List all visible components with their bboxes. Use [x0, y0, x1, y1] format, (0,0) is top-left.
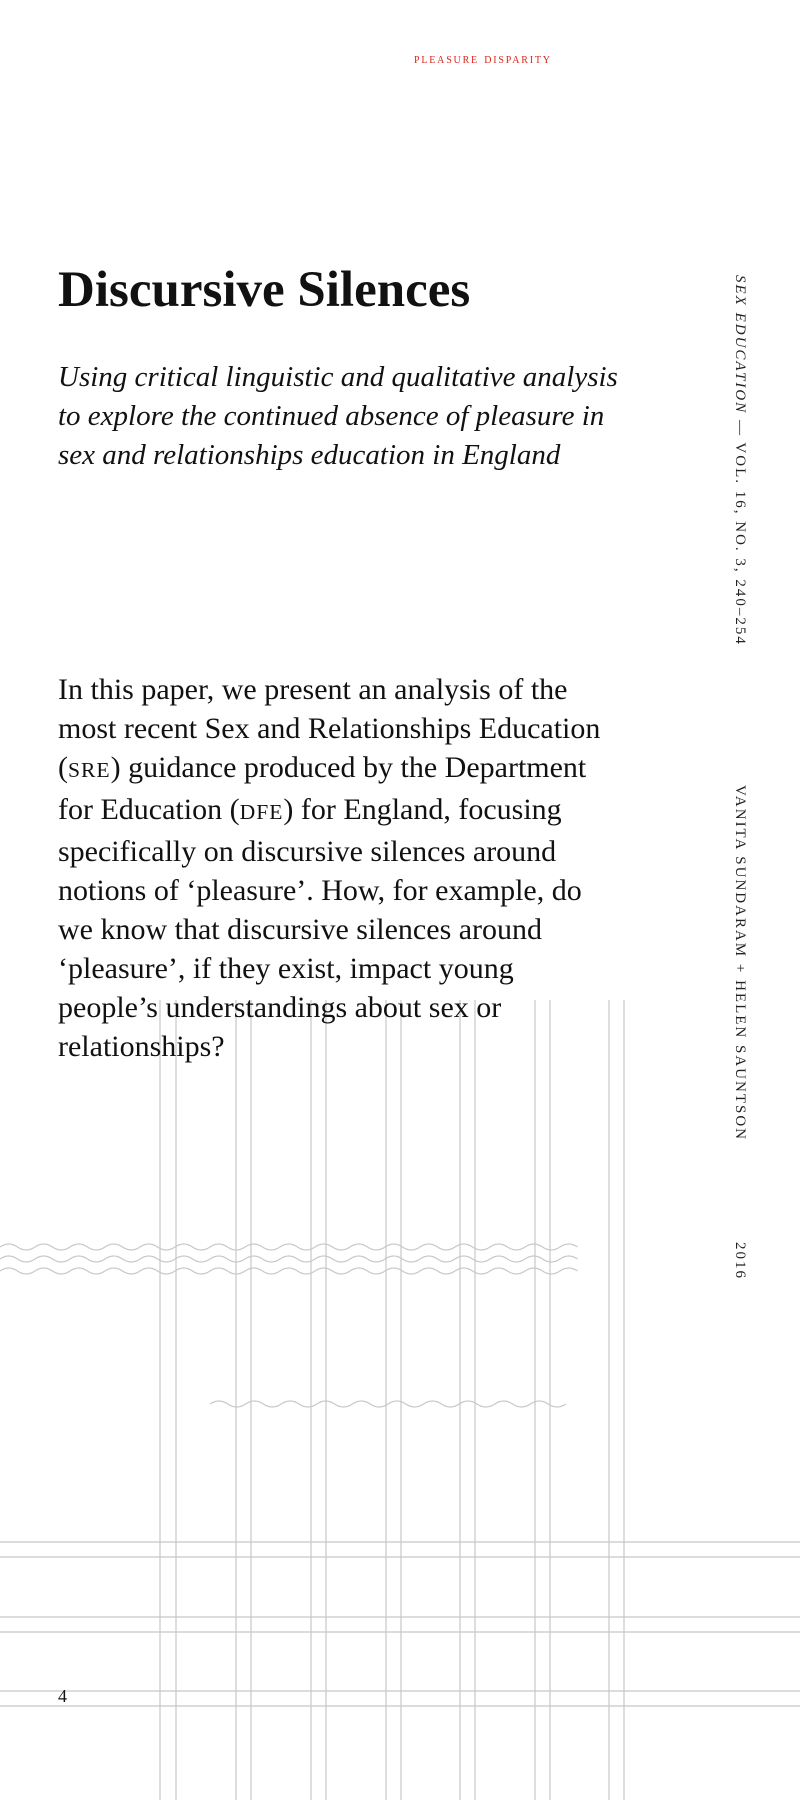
running-head: pleasure disparity — [414, 52, 552, 67]
article-title: Discursive Silences — [58, 262, 471, 318]
journal-name: SEX EDUCATION — [732, 275, 748, 415]
publication-year: 2016 — [732, 1242, 748, 1280]
journal-citation — [731, 275, 748, 646]
article-subtitle: Using critical linguistic and qualitative analysis to explore the continued absence of pleasure in sex and relationships education in England — [58, 361, 618, 471]
journal-details: — VOL. 16, NO. 3, 240–254 — [732, 414, 748, 646]
abbr-dfe: DFE — [239, 800, 284, 824]
abstract-text: ) for England, focusing specifically on discursive silences around notions of ‘pleasure’. How, for example, do we know that discursive silences around ‘pleasure’, if they exist, impact young people’s understandings about sex or relationships? — [58, 793, 582, 1063]
abstract-text: ) guidance produced by the Department for Education ( — [58, 751, 587, 826]
page-number: 4 — [58, 1686, 67, 1706]
authors: VANITA SUNDARAM + HELEN SAUNTSON — [732, 785, 748, 1141]
article-abstract — [58, 670, 603, 1066]
abstract-text: In this paper, we present an analysis of the most recent Sex and Relationships Education ( — [58, 673, 601, 784]
abbr-sre: SRE — [68, 758, 111, 782]
